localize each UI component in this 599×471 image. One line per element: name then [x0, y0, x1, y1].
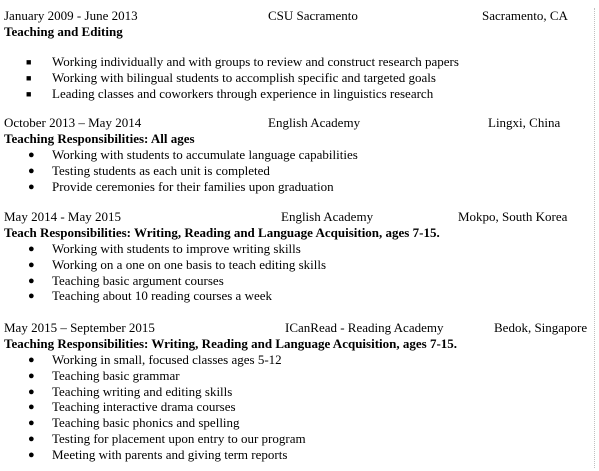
date-range: October 2013 – May 2014: [4, 115, 142, 130]
list-item-text: Working with students to improve writing skills: [52, 241, 301, 256]
round-bullet-icon: ●: [28, 164, 35, 177]
list-item: [4, 179, 599, 195]
list-item: [4, 86, 599, 102]
organization: English Academy: [281, 209, 374, 224]
duty-list: [4, 352, 599, 463]
list-item: [4, 399, 599, 415]
section-header-row: [4, 8, 599, 24]
list-item: [4, 147, 599, 163]
list-item-text: Working in small, focused classes ages 5-12: [52, 352, 282, 367]
round-bullet-icon: ●: [28, 354, 35, 366]
list-item-text: Teaching basic argument courses: [52, 272, 224, 288]
spacer: [4, 40, 599, 54]
section-header-row: [4, 115, 599, 131]
location: Bedok, Singapore: [494, 320, 588, 335]
list-item-text: Teaching basic phonics and spelling: [52, 415, 240, 431]
round-bullet-icon: ●: [28, 401, 35, 414]
round-bullet-icon: ●: [28, 290, 35, 303]
experience-section-mokpo: [4, 209, 599, 304]
list-item: [4, 431, 599, 447]
organization: ICanRead - Reading Academy: [285, 320, 444, 335]
list-item-text: Teaching about 10 reading courses a week: [52, 288, 273, 304]
list-item-text: Provide ceremonies for their families upon graduation: [52, 178, 334, 194]
duty-list: [4, 241, 599, 304]
list-item-text: Testing students as each unit is completed: [52, 162, 270, 178]
organization: CSU Sacramento: [268, 8, 358, 23]
round-bullet-icon: ●: [28, 180, 35, 193]
round-bullet-icon: ●: [28, 258, 35, 271]
list-item: [4, 368, 599, 384]
square-bullet-icon: ■: [26, 72, 32, 83]
role-title: Teaching and Editing: [4, 24, 123, 39]
list-item-text: Meeting with parents and giving term reports: [52, 446, 288, 462]
section-header-row: [4, 209, 599, 225]
square-bullet-icon: ■: [26, 88, 32, 99]
list-item: [4, 352, 599, 368]
list-item-text: Teaching interactive drama courses: [52, 399, 236, 415]
list-item-text: Teaching basic grammar: [52, 367, 180, 383]
list-item: [4, 415, 599, 431]
list-item: [4, 54, 599, 70]
location: Sacramento, CA: [482, 8, 568, 23]
round-bullet-icon: ●: [28, 417, 35, 430]
location: Mokpo, South Korea: [458, 209, 568, 224]
duty-list: [4, 147, 599, 194]
role-title: Teaching Responsibilities: All ages: [4, 131, 195, 146]
list-item-text: Working individually and with groups to review and construct research papers: [52, 54, 459, 69]
square-bullet-icon: ■: [26, 57, 32, 67]
role-title: Teach Responsibilities: Writing, Reading and Language Acquisition, ages 7-15.: [4, 225, 440, 240]
role-title: Teaching Responsibilities: Writing, Reading and Language Acquisition, ages 7-15.: [4, 336, 458, 351]
date-range: January 2009 - June 2013: [4, 8, 138, 23]
round-bullet-icon: ●: [28, 149, 35, 161]
list-item-text: Working with bilingual students to accomplish specific and targeted goals: [52, 69, 436, 85]
list-item: [4, 447, 599, 463]
organization: English Academy: [268, 115, 361, 130]
list-item: [4, 288, 599, 304]
list-item-text: Testing for placement upon entry to our program: [52, 430, 306, 446]
date-range: May 2015 – September 2015: [4, 320, 155, 335]
list-item: [4, 241, 599, 257]
date-range: May 2014 - May 2015: [4, 209, 121, 224]
section-header-row: [4, 320, 599, 336]
round-bullet-icon: ●: [28, 243, 35, 255]
round-bullet-icon: ●: [28, 385, 35, 398]
list-item-text: Leading classes and coworkers through experience in linguistics research: [52, 85, 434, 101]
list-item-text: Working on a one on one basis to teach editing skills: [52, 256, 327, 272]
list-item: [4, 70, 599, 86]
experience-section-csu: [4, 8, 599, 101]
location: Lingxi, China: [488, 115, 561, 130]
list-item: [4, 384, 599, 400]
duty-list: [4, 54, 599, 101]
experience-section-bedok: [4, 320, 599, 463]
list-item: [4, 257, 599, 273]
round-bullet-icon: ●: [28, 448, 35, 461]
list-item: [4, 163, 599, 179]
round-bullet-icon: ●: [28, 369, 35, 382]
list-item-text: Working with students to accumulate language capabilities: [52, 147, 358, 162]
list-item-text: Teaching writing and editing skills: [52, 383, 233, 399]
round-bullet-icon: ●: [28, 432, 35, 445]
experience-section-lingxi: [4, 115, 599, 194]
list-item: [4, 273, 599, 289]
round-bullet-icon: ●: [28, 274, 35, 287]
